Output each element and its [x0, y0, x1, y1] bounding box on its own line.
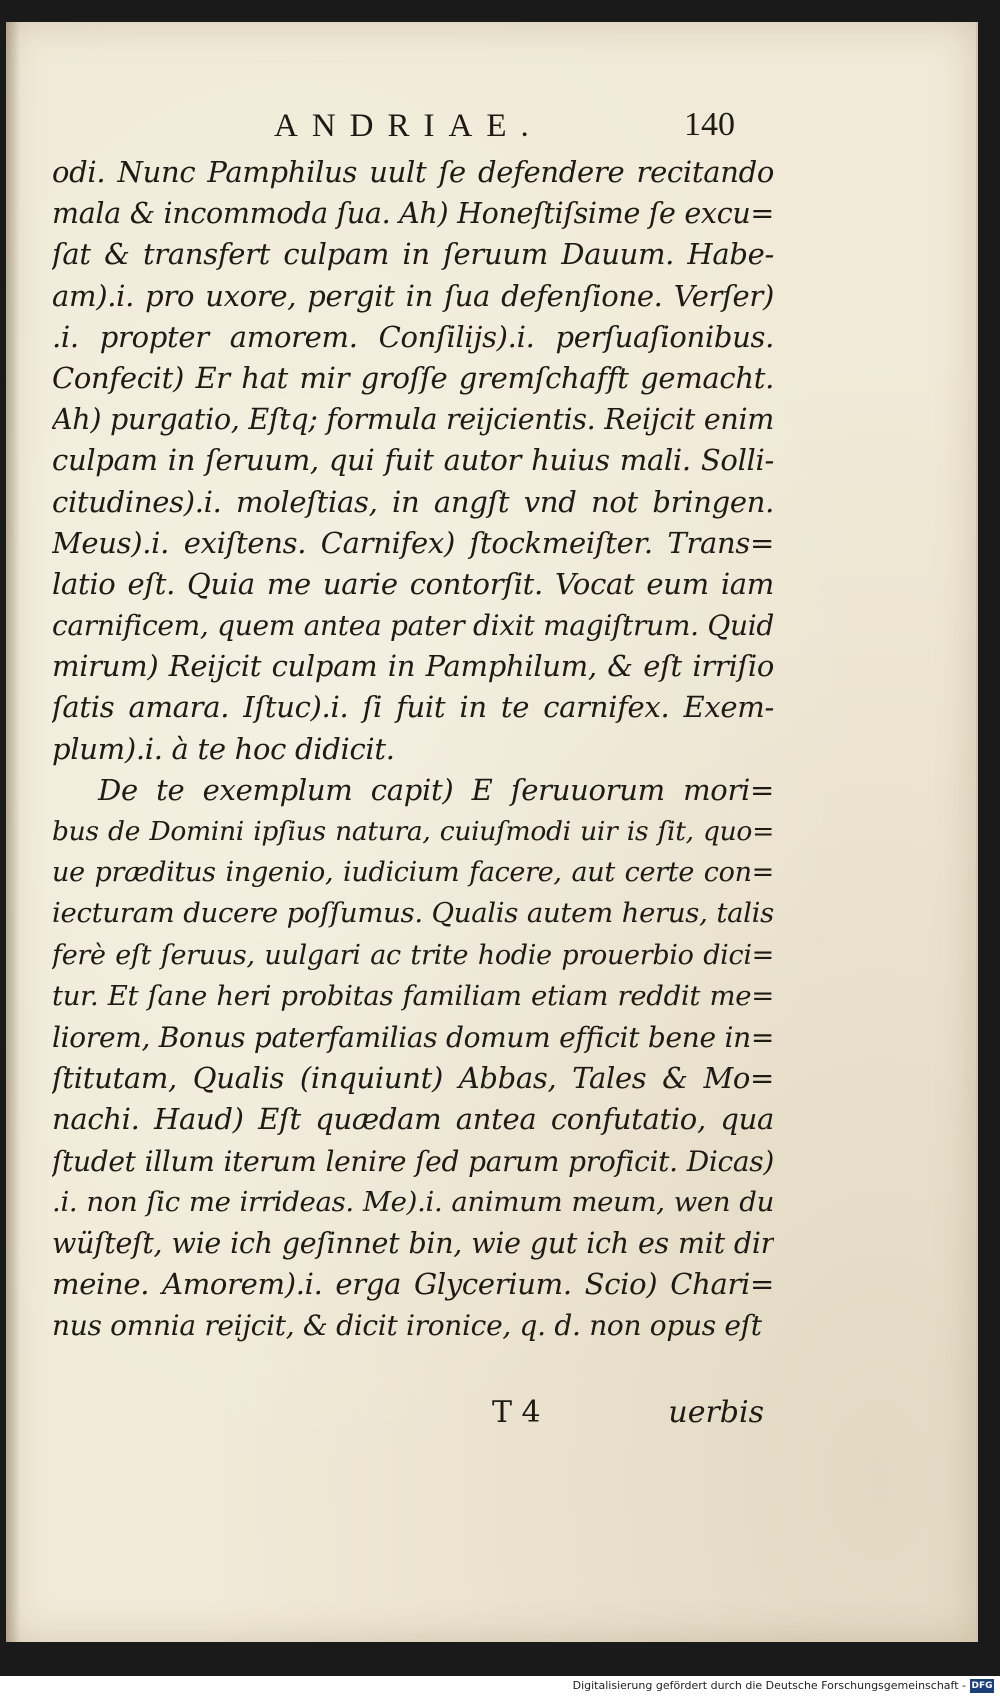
text-line: mala & incommoda ſua. Ah) Honeſtiſsime ſe excu= — [52, 197, 774, 231]
text-line: liorem, Bonus paterfamilias domum efficit bene in= — [52, 1020, 774, 1054]
text-line: bus de Domini ipſius natura, cuiuſmodi uir is ſit, quo= — [52, 816, 774, 847]
text-line: plum).i. à te hoc didicit. — [52, 731, 395, 766]
text-line: odi. Nunc Pamphilus uult ſe defendere recitando — [52, 155, 774, 189]
text-line: culpam in ſeruum, qui fuit autor huius mali. Solli- — [52, 443, 774, 478]
text-line: De te exemplum capit) E ſeruuorum mori= — [98, 772, 774, 807]
text-line: wüſteſt, wie ich geſinnet bin, wie gut ich es mit dir — [52, 1226, 774, 1260]
catchword: uerbis — [668, 1395, 764, 1430]
text-line: carnificem, quem antea pater dixit magiſtrum. Quid — [52, 609, 774, 643]
text-line: latio eſt. Quia me uarie contorſit. Vocat eum iam — [52, 566, 774, 601]
text-line: iecturam ducere poſſumus. Qualis autem herus, talis — [52, 897, 774, 930]
footer-bar — [0, 1676, 1000, 1697]
text-line: .i. propter amorem. Conſilijs).i. perſuaſionibus. — [52, 319, 774, 354]
page-number: 140 — [684, 106, 735, 143]
text-line: Meus).i. exiſtens. Carnifex) ſtockmeiſter. Trans= — [52, 525, 774, 560]
text-line: ſtitutam, Qualis (inquiunt) Abbas, Tales & Mo= — [52, 1061, 774, 1096]
funding-notice: Digitalisierung gefördert durch die Deutsche Forschungsgemeinschaft - — [572, 1679, 966, 1692]
text-line: ſat & transfert culpam in ſeruum Dauum. Habe- — [52, 237, 774, 272]
text-line: .i. non ſic me irrideas. Me).i. animum meum, wen du — [52, 1185, 774, 1218]
text-line: ſtudet illum iterum lenire ſed parum proficit. Dicas) — [52, 1144, 774, 1178]
text-line: ſatis amara. Iſtuc).i. ſi fuit in te carnifex. Exem- — [52, 690, 774, 725]
text-line: Ah) purgatio, Eſtq; formula reijcientis. Reijcit enim — [52, 403, 774, 437]
page-gutter-shadow — [6, 22, 20, 1642]
catchword-line — [492, 1395, 764, 1437]
text-line: citudines).i. moleſtias, in angſt vnd not bringen. — [52, 484, 774, 519]
text-line: nachi. Haud) Eſt quædam antea confutatio, qua — [52, 1102, 774, 1137]
text-line: am).i. pro uxore, pergit in ſua defenſione. Verſer) — [52, 278, 774, 313]
body-text — [52, 152, 774, 1346]
dfg-logo: DFG — [971, 1681, 993, 1691]
text-line: tur. Et ſane heri probitas familiam etiam reddit me= — [52, 979, 774, 1012]
text-line: ue præditus ingenio, iudicium facere, aut certe con= — [52, 857, 774, 889]
text-line: Confecit) Er hat mir groſſe gremſchafft gemacht. — [52, 360, 774, 395]
running-head: ANDRIAE. — [274, 108, 543, 144]
text-line: meine. Amorem).i. erga Glycerium. Scio) Chari= — [52, 1267, 774, 1302]
signature-mark: T 4 — [492, 1395, 541, 1430]
text-line: nus omnia reijcit, & dicit ironice, q. d. non opus eſt — [52, 1309, 762, 1343]
text-line: mirum) Reijcit culpam in Pamphilum, & eſt irriſio — [52, 649, 774, 684]
text-line: ferè eſt ſeruus, uulgari ac trite hodie prouerbio dici= — [52, 939, 774, 971]
